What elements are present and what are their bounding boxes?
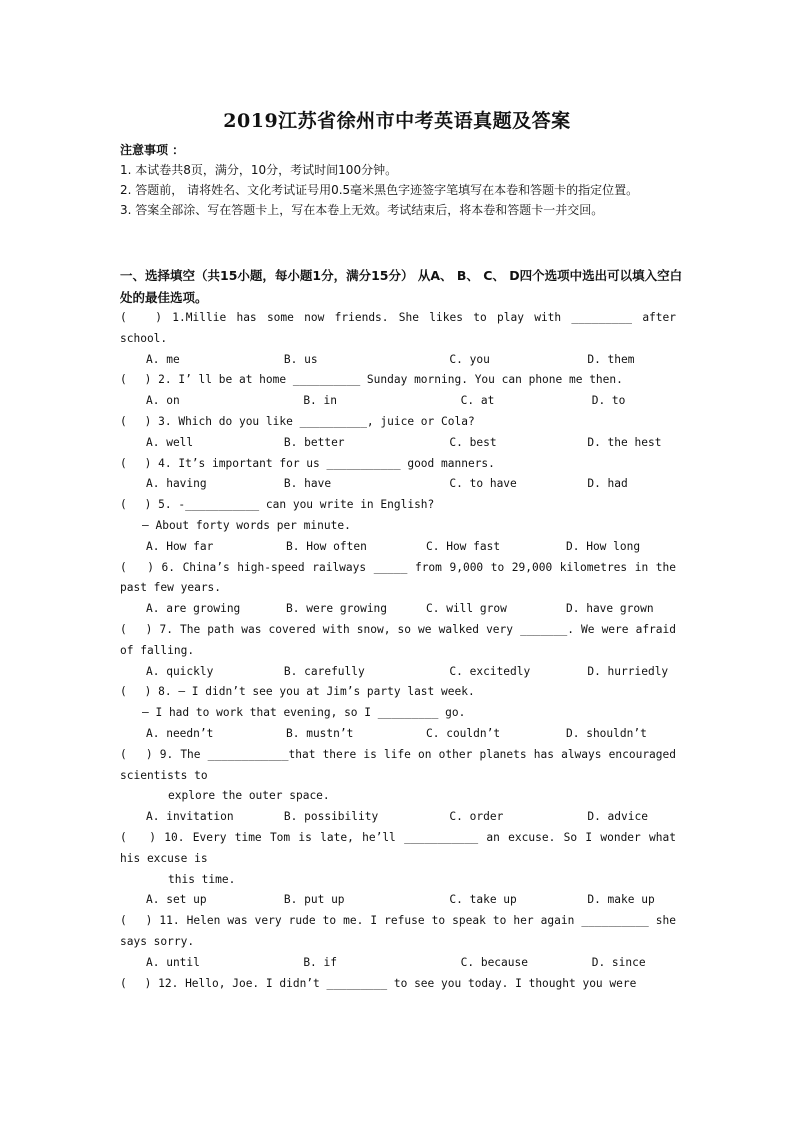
- option-b: B. if: [303, 955, 337, 969]
- option-a: A. set up: [146, 893, 207, 907]
- question-item: [120, 370, 676, 412]
- notes-item: 3. 答案全部涂、写在答题卡上，写在本卷上无效。考试结束后，将本卷和答题卡一并交回。: [120, 203, 604, 217]
- options-row: [120, 391, 676, 412]
- question-item: [120, 495, 676, 557]
- question-text: ( ) 5. -___________ can you write in English?: [120, 498, 435, 512]
- page-title: 2019江苏省徐州市中考英语真题及答案: [223, 110, 571, 132]
- option-a: A. me: [146, 352, 180, 366]
- option-d: D. the hest: [587, 435, 662, 449]
- notes-heading: 注意事项 ：: [120, 143, 185, 157]
- question-text: ( ) 3. Which do you like __________, juice or Cola?: [120, 414, 475, 428]
- option-a: A. How far: [146, 539, 214, 553]
- option-b: B. How often: [286, 539, 367, 553]
- option-d: D. them: [587, 352, 635, 366]
- question-text: ( ) 9. The ____________that there is life on other planets has always encouraged scientists to: [120, 747, 676, 782]
- option-c: C. you: [449, 352, 490, 366]
- question-text: ( ) 1.Millie has some now friends. She likes to play with _________ after school.: [120, 311, 676, 345]
- question-continuation: this time.: [168, 872, 236, 886]
- options-row: [120, 350, 676, 371]
- option-a: A. quickly: [146, 664, 214, 678]
- question-continuation: explore the outer space.: [168, 789, 330, 803]
- option-a: A. are growing: [146, 602, 241, 616]
- option-d: D. since: [591, 955, 646, 969]
- options-row: [120, 662, 676, 683]
- option-d: D. shouldn’t: [566, 726, 647, 740]
- option-b: B. better: [283, 435, 345, 449]
- option-a: A. needn’t: [146, 726, 214, 740]
- option-d: D. How long: [566, 539, 641, 553]
- options-row: [120, 807, 676, 828]
- option-b: B. were growing: [286, 602, 388, 616]
- question-item: [120, 682, 676, 744]
- option-b: B. in: [303, 394, 337, 408]
- option-c: C. How fast: [426, 539, 501, 553]
- question-item: [120, 620, 676, 682]
- question-text: ( ) 4. It’s important for us ___________ good manners.: [120, 456, 495, 470]
- question-item: [120, 558, 676, 620]
- question-item: [120, 745, 676, 828]
- options-row: [120, 953, 676, 974]
- question-text: ( ) 7. The path was covered with snow, so we walked very _______. We were afraid of falling.: [120, 622, 676, 657]
- options-row: [120, 537, 676, 558]
- notes-item: 1. 本试卷共8页，满分，10分，考试时间100分钟。: [120, 163, 398, 177]
- question-item: [120, 911, 676, 973]
- option-b: B. carefully: [283, 664, 365, 678]
- option-c: C. at: [460, 394, 495, 408]
- option-d: D. have grown: [566, 602, 654, 616]
- option-b: B. have: [283, 477, 332, 491]
- option-a: A. well: [146, 435, 194, 449]
- option-a: A. having: [146, 477, 207, 491]
- option-c: C. to have: [449, 477, 517, 491]
- section-title: 一、选择填空（共15小题，每小题1分，满分15分） 从A、 B、 C、 D四个选项中选出可以填入空白处的最佳选项。: [120, 268, 683, 305]
- option-c: C. excitedly: [449, 664, 531, 678]
- option-c: C. couldn’t: [426, 726, 501, 740]
- question-continuation: – About forty words per minute.: [142, 518, 351, 532]
- option-a: A. until: [146, 955, 200, 969]
- question-item: [120, 974, 676, 995]
- question-continuation: – I had to work that evening, so I _________ go.: [142, 706, 466, 720]
- notes-section: [120, 140, 686, 220]
- notes-item: 2. 答题前， 请将姓名、文化考试证号用0.5毫米黑色字迹签字笔填写在本卷和答题卡的指定位置。: [120, 183, 639, 197]
- option-d: D. make up: [587, 893, 655, 907]
- question-item: [120, 412, 676, 454]
- option-d: D. had: [587, 477, 628, 491]
- option-b: B. possibility: [283, 810, 379, 824]
- option-d: D. to: [591, 394, 626, 408]
- options-row: [120, 474, 676, 495]
- question-list: [120, 308, 676, 994]
- option-c: C. will grow: [426, 602, 507, 616]
- question-text: ( ) 2. I’ ll be at home __________ Sunday morning. You can phone me then.: [120, 373, 623, 387]
- option-a: A. on: [146, 394, 180, 408]
- option-d: D. advice: [587, 810, 648, 824]
- option-a: A. invitation: [146, 810, 234, 824]
- option-d: D. hurriedly: [587, 664, 669, 678]
- options-row: [120, 433, 676, 454]
- options-row: [120, 890, 676, 911]
- option-c: C. take up: [449, 893, 517, 907]
- question-text: ( ) 12. Hello, Joe. I didn’t _________ to see you today. I thought you were: [120, 976, 637, 990]
- question-text: ( ) 10. Every time Tom is late, he’ll ___________ an excuse. So I wonder what his excuse is: [120, 830, 676, 865]
- option-b: B. us: [283, 352, 318, 366]
- question-item: [120, 454, 676, 496]
- option-c: C. best: [449, 435, 497, 449]
- options-row: [120, 599, 676, 620]
- question-text: ( ) 8. – I didn’t see you at Jim’s party last week.: [120, 685, 475, 699]
- question-item: [120, 308, 676, 370]
- question-item: [120, 828, 676, 911]
- option-c: C. because: [460, 955, 528, 969]
- options-row: [120, 724, 676, 745]
- question-text: ( ) 6. China’s high-speed railways _____ from 9,000 to 29,000 kilometres in the past few years.: [120, 560, 676, 595]
- option-b: B. mustn’t: [286, 726, 354, 740]
- option-c: C. order: [449, 810, 504, 824]
- question-text: ( ) 11. Helen was very rude to me. I refuse to speak to her again __________ she says sorry.: [120, 914, 676, 948]
- option-b: B. put up: [283, 893, 345, 907]
